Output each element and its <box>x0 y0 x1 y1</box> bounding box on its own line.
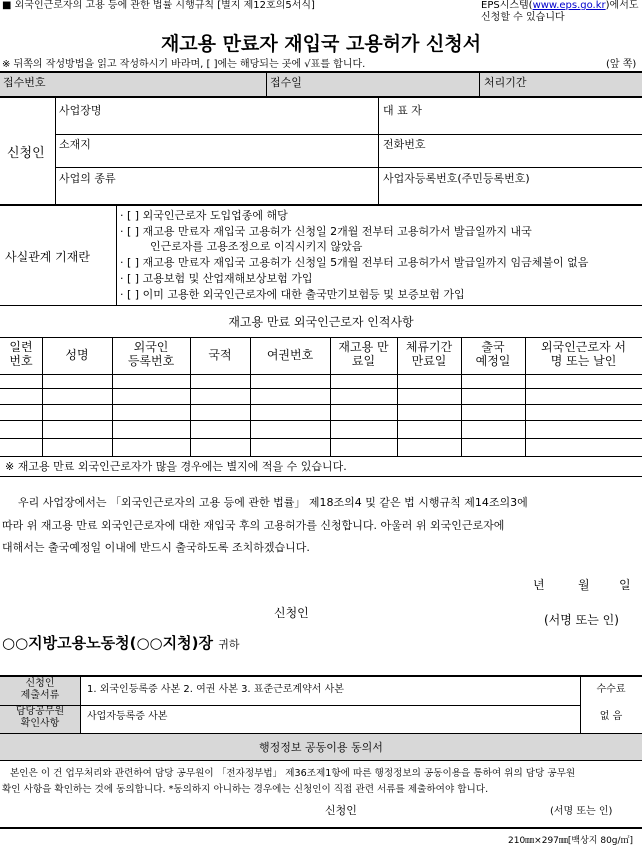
business-reg-number-label: 사업자등록번호(주민등록번호) <box>383 172 530 185</box>
official-check-label: 담당공무원 확인사항 <box>15 706 65 729</box>
eps-notice-line2: 신청할 수 있습니다 <box>481 12 565 23</box>
receipt-number-label: 접수번호 <box>3 76 46 89</box>
fact-item-no-wage-arrears: · [ ] 재고용 만료자 재입국 고용허가 신청일 5개월 전부터 고용허가서 발급일까지 임금체불이 없음 <box>120 256 589 269</box>
workers-table-note: ※ 재고용 만료 외국인근로자가 많을 경우에는 별지에 적을 수 있습니다. <box>5 460 347 473</box>
fact-item-no-dismissal: · [ ] 재고용 만료자 재입국 고용허가 신청일 2개월 전부터 고용허가서 발급일까지 내국 <box>120 225 532 238</box>
receipt-row <box>0 73 642 96</box>
facts-section-label: 사실관계 기재란 <box>5 250 90 264</box>
col-serial: 일련 번호 <box>9 340 33 369</box>
statement-signature: (서명 또는 인) <box>544 613 619 627</box>
col-signature: 외국인근로자 서 명 또는 날인 <box>541 340 626 369</box>
recipient-honorific: 귀하 <box>218 638 240 651</box>
statement-line1: 우리 사업장에서는 「외국인근로자의 고용 등에 관한 법률」 제18조의4 및 같은 법 시행규칙 제14조의3에 <box>18 496 528 509</box>
thick-rule-receipt <box>0 96 642 98</box>
workplace-name-label: 사업장명 <box>59 104 102 117</box>
table-row <box>0 420 642 421</box>
fact-item-no-dismissal-cont: 인근로자를 고용조정으로 이직시키지 않았음 <box>150 240 363 253</box>
date-day: 일 <box>619 578 631 592</box>
table-row <box>0 388 642 389</box>
phone-label: 전화번호 <box>383 138 426 151</box>
col-passport: 여권번호 <box>266 348 314 362</box>
fact-item-departure-insurance: · [ ] 이미 고용한 외국인근로자에 대한 출국만기보험등 및 보증보험 가입 <box>120 288 465 301</box>
statement-line2: 따라 위 재고용 만료 외국인근로자에 대한 재입국 후의 고용허가를 신청합니다. 아울러 위 외국인근로자에 <box>2 519 505 532</box>
thick-rule-applicant <box>0 204 642 206</box>
eps-suffix: )에서도 <box>605 0 639 11</box>
business-type-label: 사업의 종류 <box>59 172 116 185</box>
fact-item-insurance: · [ ] 고용보험 및 산업재해보상보험 가입 <box>120 272 313 285</box>
table-row <box>0 404 642 405</box>
applicant-section-label: 신청인 <box>7 146 45 161</box>
date-month: 월 <box>578 578 590 592</box>
fee-label: 수수료 <box>596 684 626 695</box>
form-note: ※ 뒤쪽의 작성방법을 읽고 작성하시기 바라며, [ ]에는 해당되는 곳에 √표를 합니다. <box>2 59 366 70</box>
processing-period-label: 처리기간 <box>484 76 527 89</box>
eps-prefix: EPS시스템( <box>481 0 533 11</box>
thick-rule-docs <box>0 675 642 677</box>
page-side: (앞 쪽) <box>606 59 637 70</box>
statement-applicant-label: 신청인 <box>274 606 309 620</box>
law-reference: ■ 외국인근로자의 고용 등에 관한 법률 시행규칙 [별지 제12호의5서식] <box>2 0 315 11</box>
col-alien-reg: 외국인 등록번호 <box>127 340 175 369</box>
paper-spec: 210㎜×297㎜[백상지 80g/㎡] <box>508 836 634 846</box>
recipient-office: ○○지방고용노동청(○○지청)장 <box>2 634 213 652</box>
date-year: 년 <box>533 578 545 592</box>
col-nationality: 국적 <box>208 348 232 362</box>
eps-notice <box>481 0 639 12</box>
consent-applicant-label: 신청인 <box>325 804 357 817</box>
table-row <box>0 438 642 439</box>
thick-rule-bottom <box>0 827 642 829</box>
workers-table-header <box>0 338 642 374</box>
address-label: 소재지 <box>59 138 91 151</box>
workers-section-title: 재고용 만료 외국인근로자 인적사항 <box>228 315 414 329</box>
statement-line3: 대해서는 출국예정일 이내에 반드시 출국하도록 조치하겠습니다. <box>2 541 310 554</box>
representative-label: 대 표 자 <box>383 104 422 117</box>
form-title: 재고용 만료자 재입국 고용허가 신청서 <box>160 33 482 55</box>
col-stay-end: 체류기간 만료일 <box>405 340 453 369</box>
fee-value: 없 음 <box>599 711 623 722</box>
eps-link[interactable]: www.eps.go.kr <box>532 0 606 11</box>
fact-item-industry: · [ ] 외국인근로자 도입업종에 해당 <box>120 209 288 222</box>
col-reemploy-end: 재고용 만 료일 <box>338 340 389 369</box>
consent-line1: 본인은 이 건 업무처리와 관련하여 담당 공무원이 「전자정부법」 제36조제1항에 따른 행정정보의 공동이용을 통하여 위의 담당 공무원 <box>10 768 576 779</box>
col-departure: 출국 예정일 <box>475 340 511 369</box>
consent-title: 행정정보 공동이용 동의서 <box>259 741 383 754</box>
receipt-date-label: 접수일 <box>270 76 302 89</box>
recipient <box>2 634 239 652</box>
submit-docs-items: 1. 외국인등록증 사본 2. 여권 사본 3. 표준근로계약서 사본 <box>87 684 344 695</box>
consent-signature: (서명 또는 인) <box>550 806 613 817</box>
official-check-items: 사업자등록증 사본 <box>87 711 168 722</box>
consent-line2: 확인 사항을 확인하는 것에 동의합니다. *동의하지 아니하는 경우에는 신청인이 직접 관련 서류를 제출하여야 합니다. <box>2 784 489 795</box>
col-name: 성명 <box>65 348 89 362</box>
submit-docs-label: 신청인 제출서류 <box>20 678 60 701</box>
